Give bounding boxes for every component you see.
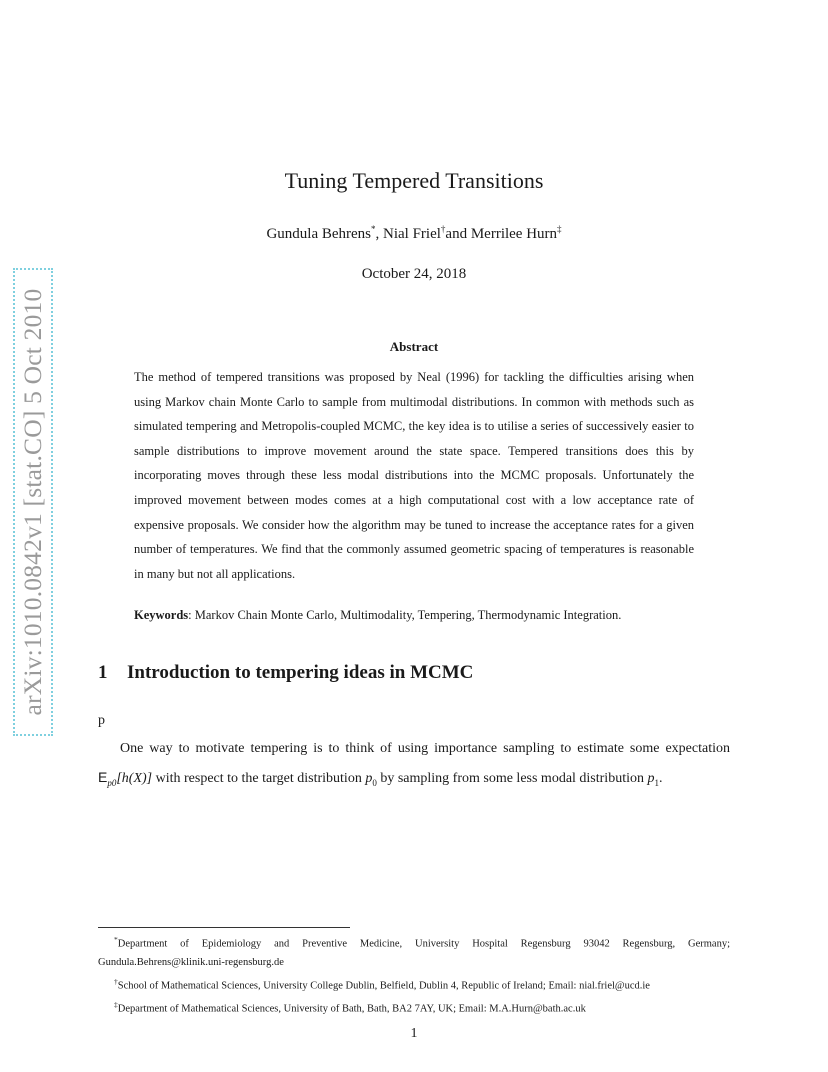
math-p0: $p_0$: [365, 771, 377, 788]
section-number: 1: [98, 662, 108, 683]
paper-title: Tuning Tempered Transitions: [284, 168, 544, 193]
arxiv-id: arXiv:1010.0842v1 [stat.CO] 5 Oct 2010: [18, 288, 47, 716]
author-mark: †: [440, 224, 446, 234]
footnote: *Department of Epidemiology and Preventive Medicine, University Hospital Regensburg 93042 Regensburg, Germany; Gundula.Behrens@klinik.uni-regensburg.de: [98, 935, 730, 968]
intro-body: [98, 707, 730, 797]
footnote: †School of Mathematical Sciences, University College Dublin, Belfield, Dublin 4, Republic of Ireland; Email: nial.friel@ucd.ie: [114, 976, 650, 991]
footnote-rule: [98, 927, 350, 928]
math-expectation: $E_{p0}[h(X)]$: [98, 769, 153, 788]
footnotes: [98, 931, 730, 1019]
keywords: [134, 608, 734, 623]
section-title: Introduction to tempering ideas in MCMC: [127, 662, 474, 683]
section-heading: [98, 662, 473, 684]
author-mark: ‡: [557, 224, 562, 234]
author-name: Gundula Behrens: [266, 226, 371, 242]
paragraph: One way to motivate tempering is to think of using importance sampling to estimate some expectation $E_{p0}[h(X)]$ with respect to the target distribution $p_0$ by sampling from some less modal distribution $p_1$.: [98, 741, 730, 788]
author-mark: *: [371, 224, 376, 234]
author-name: Merrilee Hurn: [470, 226, 558, 242]
page-number: 1: [410, 1026, 418, 1041]
author-name: Nial Friel: [383, 226, 441, 242]
footnote: ‡Department of Mathematical Sciences, University of Bath, Bath, BA2 7AY, UK; Email: M.A.Hurn@bath.ac.uk: [114, 999, 586, 1014]
abstract-text: The method of tempered transitions was proposed by Neal (1996) for tackling the difficulties arising when using Markov chain Monte Carlo to sample from multimodal distributions. In common with methods such as simulated tempering and Metropolis-coupled MCMC, the key idea is to utilise a series of successively easier to sample distributions to improve movement around the state space. Tempered transitions does this by incorporating moves through these less modal distributions into the MCMC proposals. Unfortunately the improved movement between modes comes at a high computational cost with a low acceptance rate of expensive proposals. We consider how the algorithm may be tuned to increase the acceptance rates for a given number of temperatures. We find that the commonly assumed geometric spacing of temperatures is reasonable in many but not all applications.: [134, 370, 694, 581]
abstract-heading: Abstract: [389, 339, 439, 354]
math-p1: $p_1$: [647, 771, 659, 788]
paragraph: p: [98, 713, 105, 728]
paper-date: October 24, 2018: [361, 266, 467, 282]
keywords-text: : Markov Chain Monte Carlo, Multimodality, Tempering, Thermodynamic Integration.: [188, 608, 622, 622]
keywords-label: Keywords: [134, 608, 189, 622]
author-list: Gundula Behrens*, Nial Friel†and Merrilee Hurn‡: [266, 224, 562, 242]
